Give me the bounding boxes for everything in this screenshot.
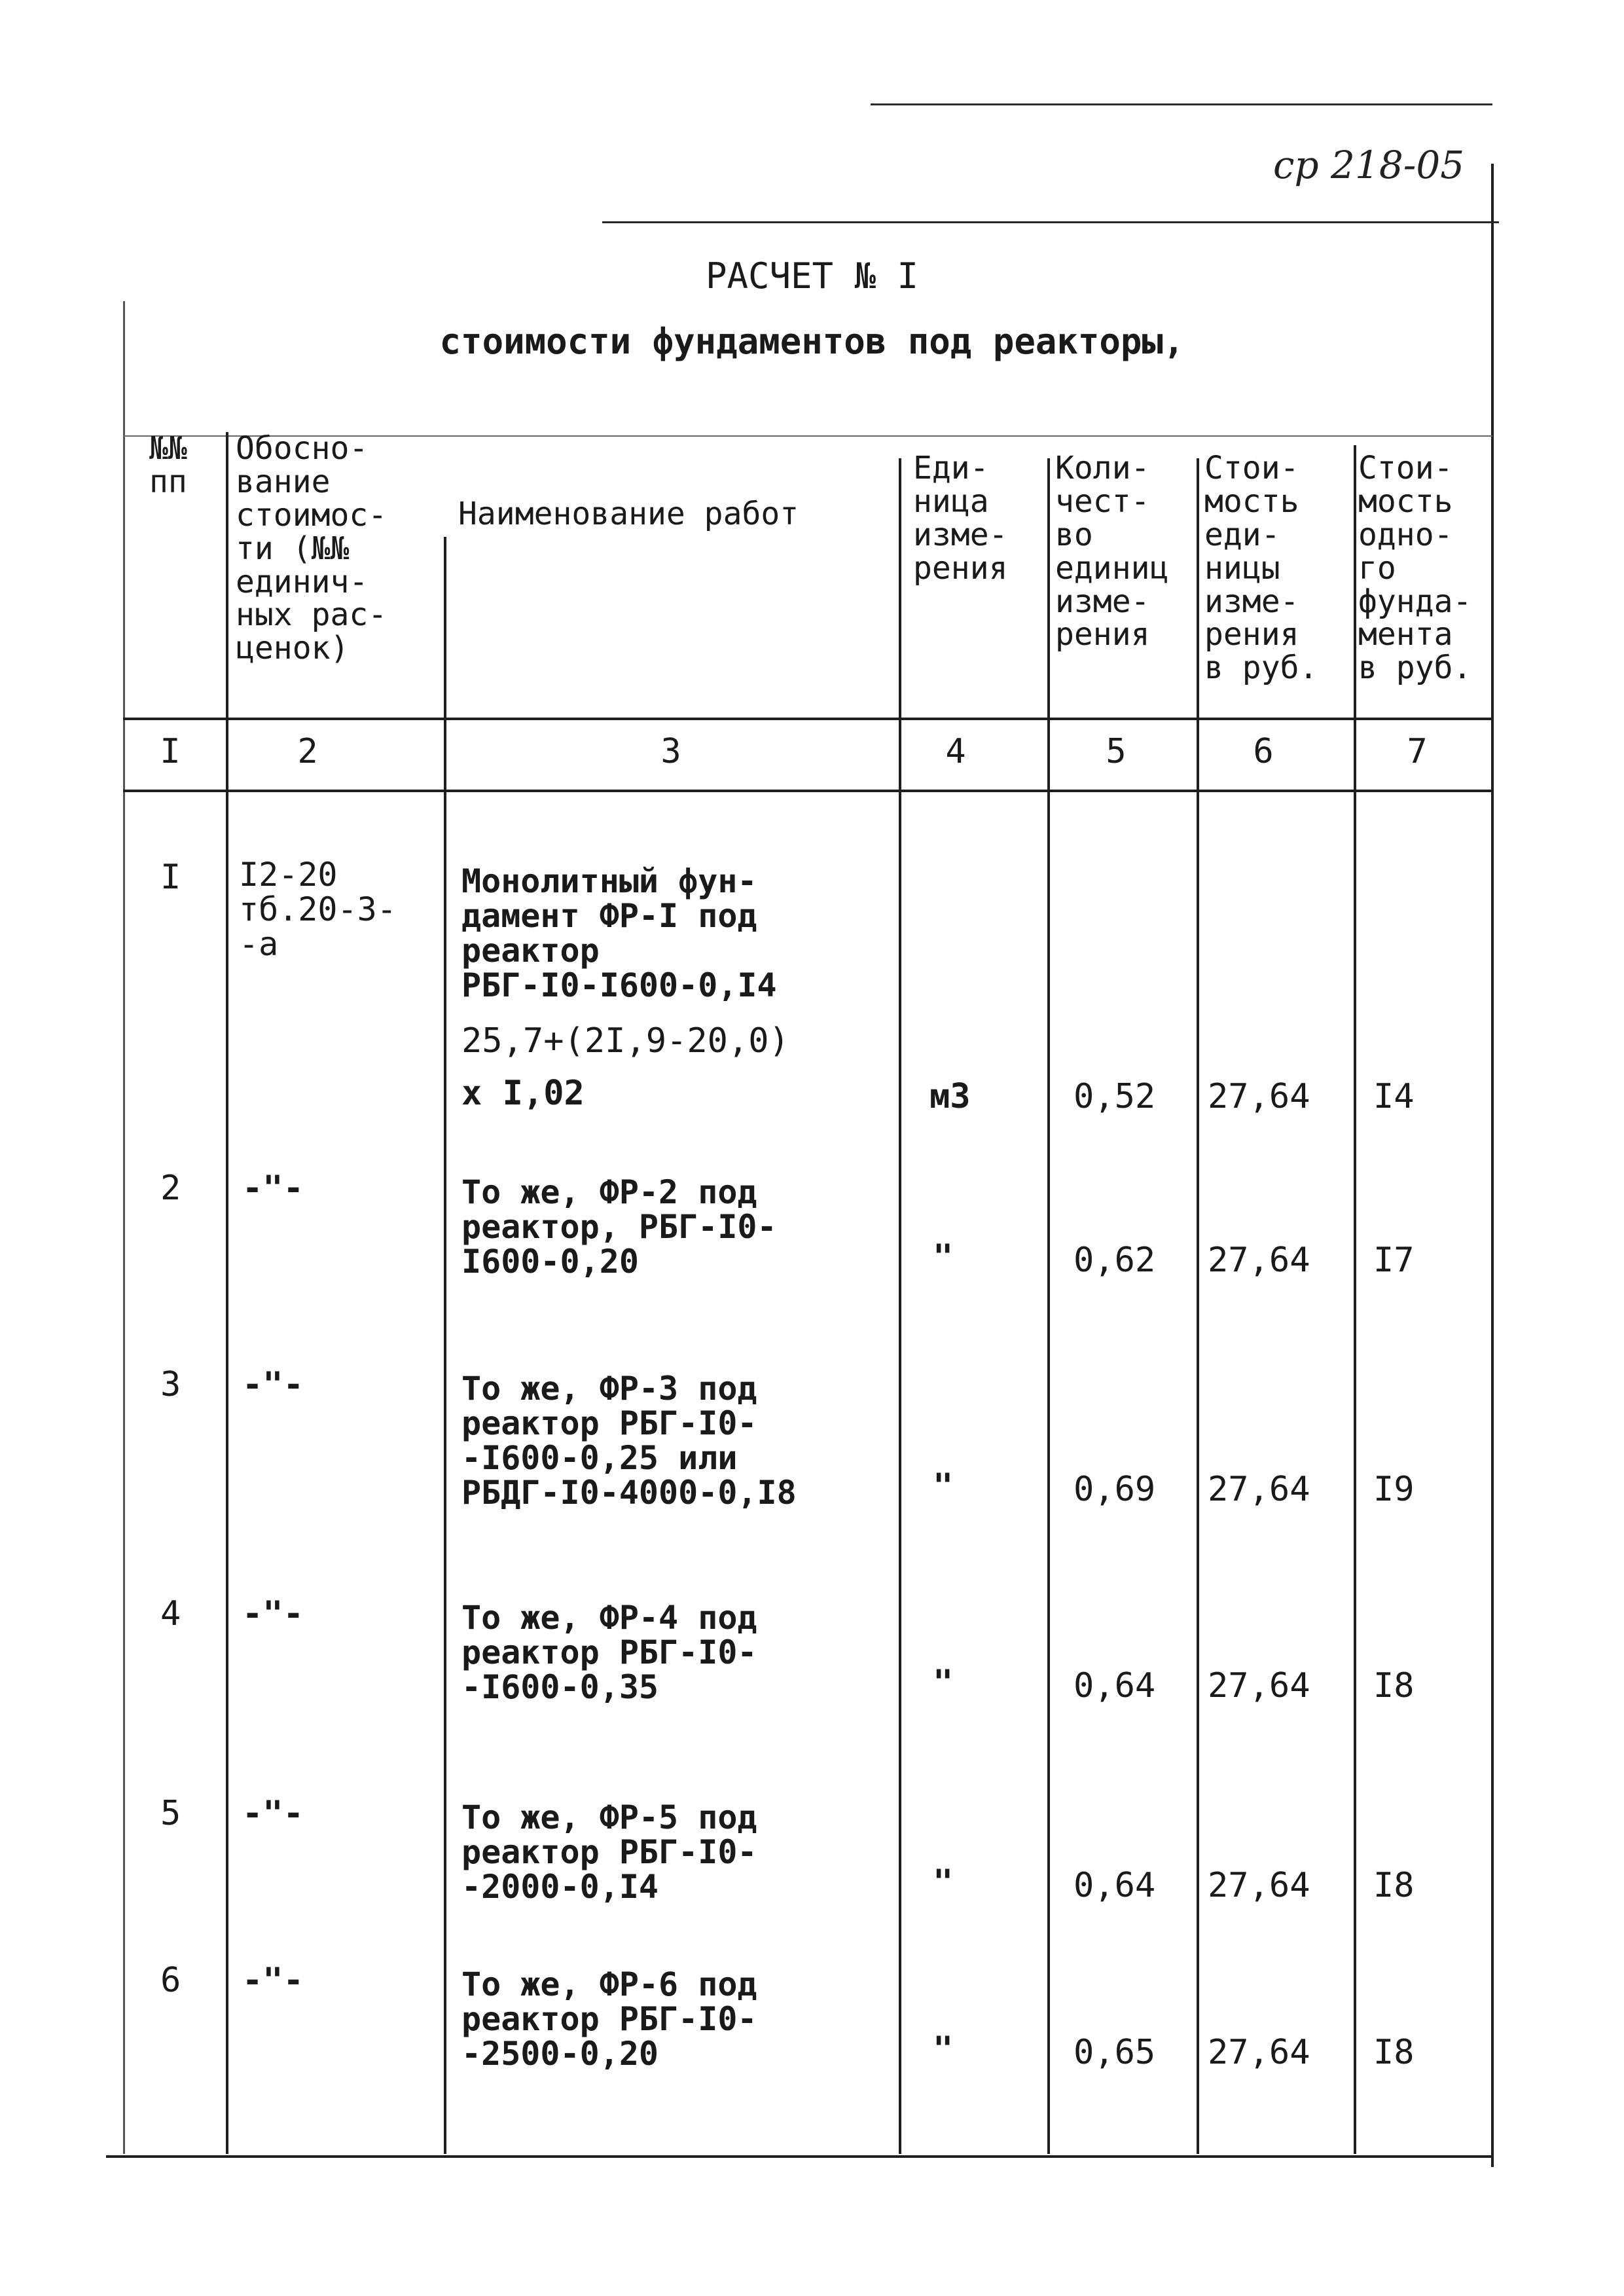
- table-row-3-total: I9: [1373, 1470, 1415, 1509]
- col-number-7: 7: [1407, 732, 1428, 771]
- table-row-6-name: То же, ФР-6 под реактор РБГ-I0- -2500-0,20: [461, 1965, 757, 2073]
- header-quantity: Коли- чест- во единиц изме- рения: [1055, 450, 1169, 653]
- table-row-1-unit: м3: [929, 1077, 971, 1116]
- table-row-3-unit-cost: 27,64: [1208, 1470, 1310, 1509]
- table-row-5-total: I8: [1373, 1866, 1415, 1905]
- table-right-border: [1491, 164, 1494, 2167]
- table-row-1-basis: I2-20 тб.20-3- -а: [239, 856, 397, 963]
- table-row-5-unit-cost: 27,64: [1208, 1866, 1310, 1905]
- header-cost-basis: Обосно- вание стоимос- ти (№№ единич- ных рас- ценок): [236, 430, 388, 667]
- header-bottom-rule: [123, 718, 1492, 720]
- header-work-name: Наименование работ: [458, 496, 799, 532]
- header-unit: Еди- ница изме- рения: [913, 450, 1008, 587]
- table-row-4-unit: ": [933, 1663, 954, 1702]
- table-row-4-total: I8: [1373, 1666, 1415, 1705]
- table-row-5-basis: -"-: [242, 1794, 304, 1833]
- table-row-6-number: 6: [160, 1961, 181, 2000]
- top-separator: [602, 221, 1499, 223]
- table-row-4-basis: -"-: [242, 1594, 304, 1633]
- table-row-6-unit: ": [933, 2030, 954, 2069]
- table-row-1-number: I: [160, 858, 181, 897]
- header-row-number: №№ пп: [149, 430, 187, 500]
- header-unit-cost: Стои- мость еди- ницы изме- рения в руб.: [1204, 450, 1318, 687]
- col-number-2: 2: [297, 732, 318, 771]
- table-row-1-name: Монолитный фун- дамент ФР-I под реактор РБГ-I0-I600-0,I4: [461, 862, 777, 1004]
- table-row-2-quantity: 0,62: [1074, 1241, 1156, 1280]
- table-row-4-quantity: 0,64: [1074, 1666, 1156, 1705]
- col-divider-2: [444, 537, 446, 2154]
- header-foundation-cost: Стои- мость одно- го фунда- мента в руб.: [1358, 450, 1472, 687]
- col-number-1: I: [160, 732, 181, 771]
- page-title: РАСЧЕТ № I: [705, 255, 919, 297]
- table-row-3-quantity: 0,69: [1074, 1470, 1156, 1509]
- numbers-bottom-rule: [123, 790, 1492, 792]
- col-divider-6: [1354, 445, 1356, 2154]
- table-row-1-unit-cost: 27,64: [1208, 1077, 1310, 1116]
- table-row-2-name: То же, ФР-2 под реактор, РБГ-I0- I600-0,20: [461, 1173, 777, 1281]
- table-row-2-basis: -"-: [242, 1169, 304, 1208]
- col-number-3: 3: [660, 732, 681, 771]
- table-bottom-rule: [106, 2155, 1492, 2158]
- table-row-1-quantity: 0,52: [1074, 1077, 1156, 1116]
- document-code: ср 218-05: [1273, 143, 1465, 187]
- table-row-4-name: То же, ФР-4 под реактор РБГ-I0- -I600-0,35: [461, 1599, 757, 1706]
- table-row-5-unit: ": [933, 1863, 954, 1902]
- table-row-3-unit: ": [933, 1467, 954, 1506]
- table-row-2-unit: ": [933, 1237, 954, 1277]
- table-row-4-unit-cost: 27,64: [1208, 1666, 1310, 1705]
- table-row-5-number: 5: [160, 1794, 181, 1833]
- col-number-4: 4: [945, 732, 966, 771]
- col-divider-4: [1047, 458, 1050, 2154]
- table-row-5-quantity: 0,64: [1074, 1866, 1156, 1905]
- table-row-4-number: 4: [160, 1594, 181, 1633]
- col-divider-5: [1197, 458, 1199, 2154]
- col-number-6: 6: [1253, 732, 1274, 771]
- table-row-3-number: 3: [160, 1365, 181, 1404]
- table-row-1-total: I4: [1373, 1077, 1415, 1116]
- table-row-6-quantity: 0,65: [1074, 2033, 1156, 2072]
- table-row-1-formula-line1: 25,7+(2I,9-20,0): [461, 1021, 789, 1061]
- table-row-5-name: То же, ФР-5 под реактор РБГ-I0- -2000-0,I4: [461, 1798, 757, 1906]
- table-row-6-unit-cost: 27,64: [1208, 2033, 1310, 2072]
- table-row-2-unit-cost: 27,64: [1208, 1241, 1310, 1280]
- table-row-1-formula-line2: х I,02: [461, 1074, 585, 1113]
- table-left-border: [123, 301, 125, 2154]
- table-row-2-number: 2: [160, 1169, 181, 1208]
- col-divider-1: [226, 432, 228, 2154]
- top-scan-line: [871, 103, 1492, 105]
- table-row-6-basis: -"-: [242, 1961, 304, 2000]
- col-number-5: 5: [1106, 732, 1127, 771]
- page-subtitle: стоимости фундаментов под реакторы,: [439, 321, 1185, 362]
- table-row-3-basis: -"-: [242, 1365, 304, 1404]
- table-row-6-total: I8: [1373, 2033, 1415, 2072]
- table-row-2-total: I7: [1373, 1241, 1415, 1280]
- col-divider-3: [899, 458, 901, 2154]
- table-row-3-name: То же, ФР-3 под реактор РБГ-I0- -I600-0,25 или РБДГ-I0-4000-0,I8: [461, 1370, 797, 1512]
